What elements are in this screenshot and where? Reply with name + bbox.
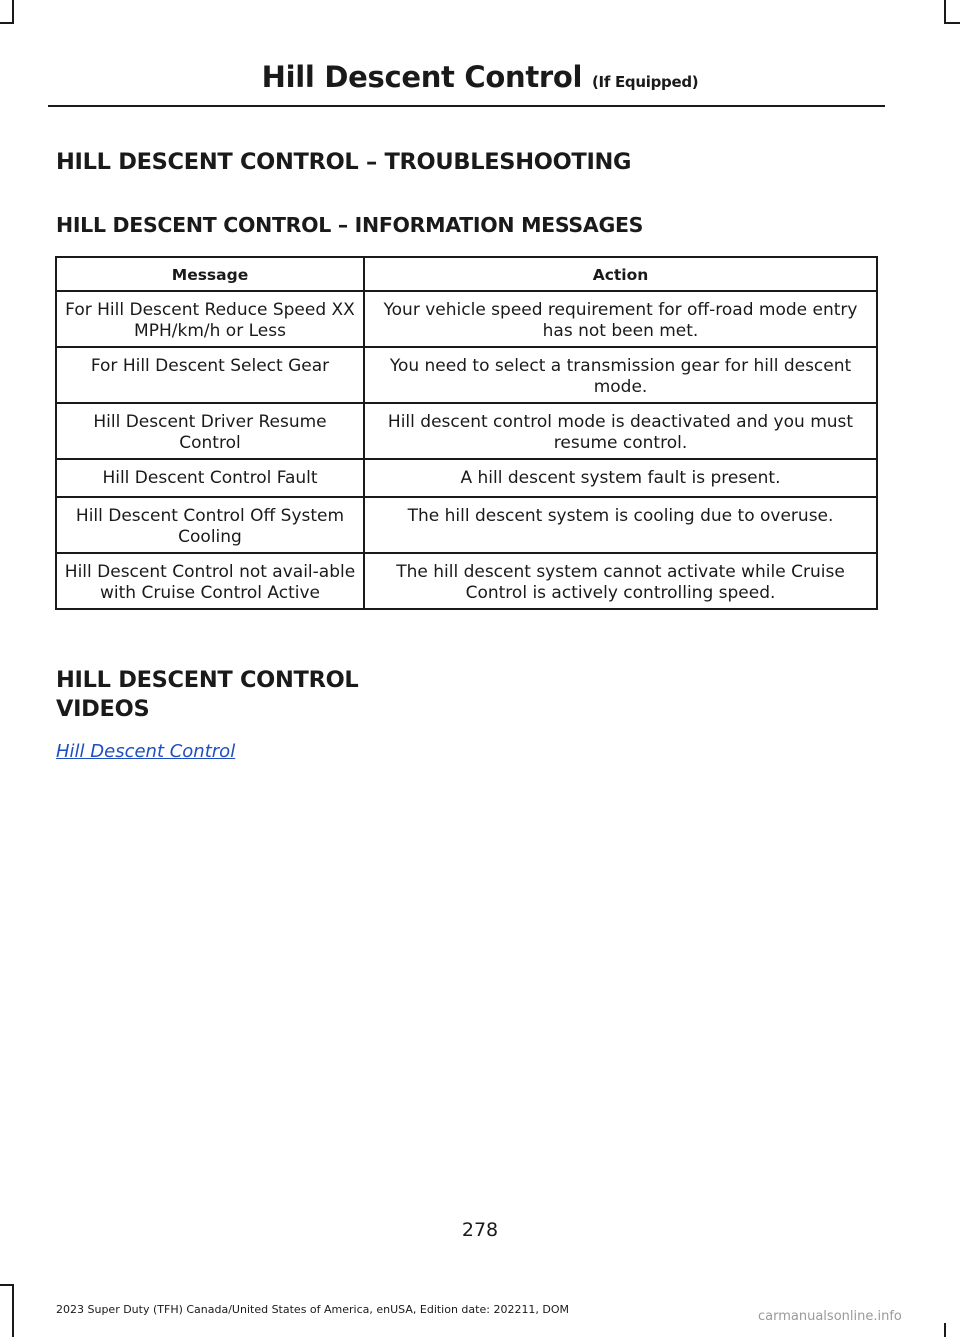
crop-mark-top-right-v [944,0,946,22]
action-cell: The hill descent system cannot activate while Cruise Control is actively controlling speed. [364,553,877,609]
message-cell: For Hill Descent Select Gear [56,347,364,403]
videos-title-line-2: VIDEOS [56,696,150,722]
crop-mark-bottom-right-v [944,1323,946,1337]
crop-mark-top-left-v [12,0,14,22]
crop-mark-top-left-h [0,22,14,24]
header-title-text: Hill Descent Control [261,60,583,94]
table-row [56,347,877,403]
videos-title-line-1: HILL DESCENT CONTROL [56,667,359,693]
table-row [56,553,877,609]
action-cell: A hill descent system fault is present. [364,459,877,497]
message-cell: Hill Descent Control not avail-able with Cruise Control Active [56,553,364,609]
action-cell: Your vehicle speed requirement for off-road mode entry has not been met. [364,291,877,347]
table-row [56,497,877,553]
watermark: carmanualsonline.info [758,1309,902,1324]
information-messages-table [55,256,878,610]
section-title: HILL DESCENT CONTROL – TROUBLESHOOTING [56,149,632,175]
column-header-message: Message [56,257,364,291]
header-divider [48,105,885,107]
crop-mark-bottom-left-v [12,1284,14,1337]
message-cell: Hill Descent Control Fault [56,459,364,497]
table-row [56,403,877,459]
videos-section-title [56,666,358,724]
message-cell: Hill Descent Driver Resume Control [56,403,364,459]
crop-mark-top-right-h [944,22,960,24]
page-number: 278 [461,1219,499,1241]
column-header-action: Action [364,257,877,291]
crop-mark-bottom-left-h [0,1284,14,1286]
footer-edition-text: 2023 Super Duty (TFH) Canada/United States of America, enUSA, Edition date: 202211, DOM [56,1303,570,1316]
action-cell: You need to select a transmission gear for hill descent mode. [364,347,877,403]
message-cell: For Hill Descent Reduce Speed XX MPH/km/h or Less [56,291,364,347]
hill-descent-control-video-link[interactable]: Hill Descent Control [56,741,236,762]
table-row [56,459,877,497]
subsection-title: HILL DESCENT CONTROL – INFORMATION MESSAGES [56,213,644,237]
table-header-row [56,257,877,291]
message-cell: Hill Descent Control Off System Cooling [56,497,364,553]
header-title-suffix: (If Equipped) [592,73,699,91]
action-cell: Hill descent control mode is deactivated and you must resume control. [364,403,877,459]
action-cell: The hill descent system is cooling due to overuse. [364,497,877,553]
page-header-title [0,60,960,94]
table-row [56,291,877,347]
